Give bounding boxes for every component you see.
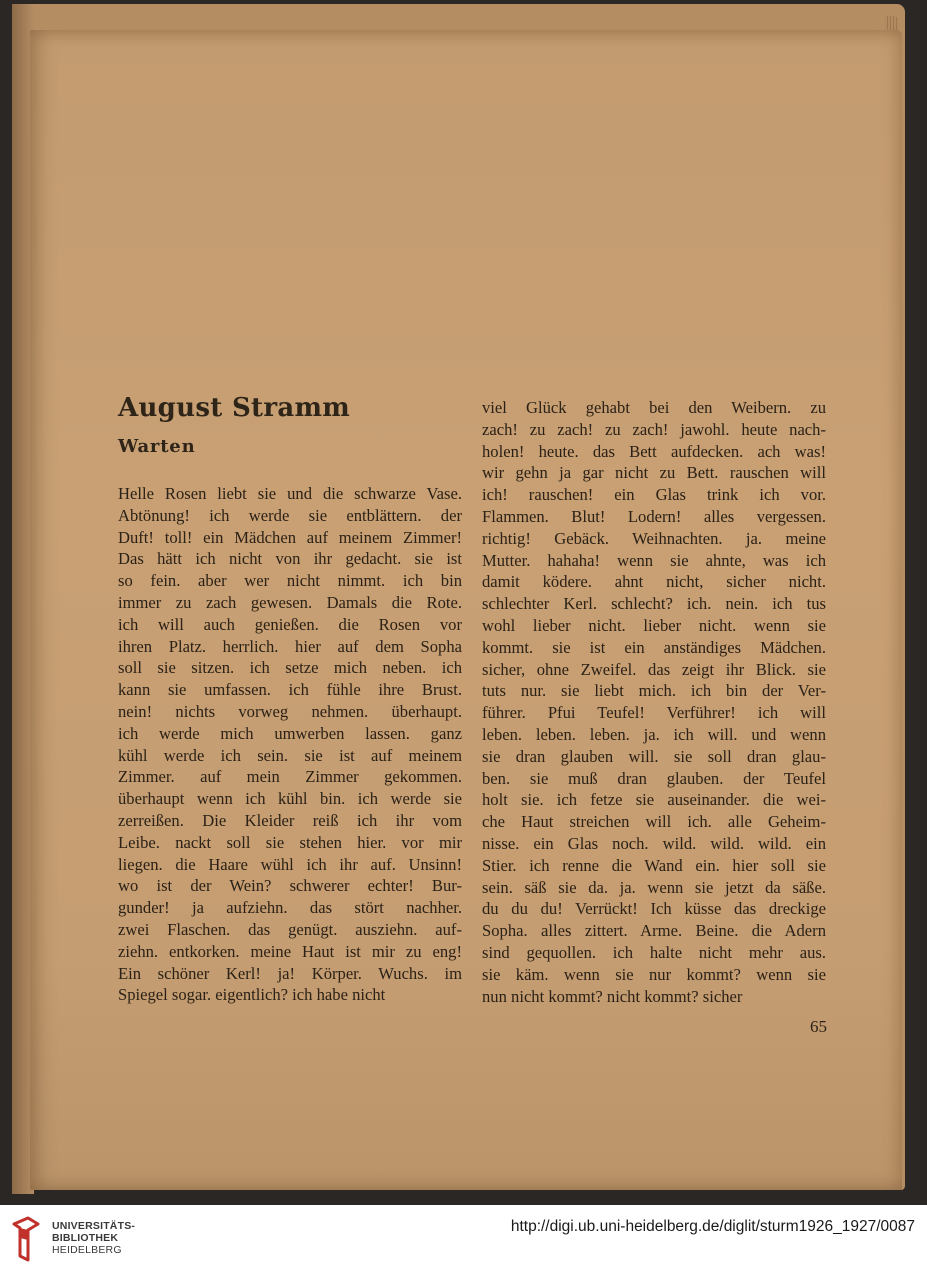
text-line: Zimmer. auf mein Zimmer gekommen. (118, 767, 462, 787)
text-line: che Haut streichen will ich. alle Geheim- (482, 812, 826, 832)
logo-line-3: HEIDELBERG (52, 1244, 122, 1256)
text-line: ziehn. entkorken. meine Haut ist mir zu eng! (118, 941, 462, 961)
text-line: Leibe. nackt soll sie stehen hier. vor mir (118, 832, 462, 852)
text-line: so fein. aber wer nicht nimmt. ich bin (118, 571, 462, 591)
text-line: viel Glück gehabt bei den Weibern. zu (482, 398, 826, 417)
text-line: führer. Pfui Teufel! Verführer! ich will (482, 703, 826, 723)
text-line: Flammen. Blut! Lodern! alles vergessen. (482, 506, 826, 526)
right-text-column (482, 397, 826, 1007)
library-logo-text[interactable] (52, 1220, 135, 1256)
text-line: Abtönung! ich werde sie entblättern. der (118, 505, 462, 525)
page-number: 65 (810, 1017, 827, 1036)
logo-line-2: BIBLIOTHEK (52, 1232, 119, 1244)
text-line: liegen. die Haare wühl ich ihr auf. Unsinn! (118, 854, 462, 874)
text-line: Sopha. alles zittert. Arme. Beine. die Adern (482, 921, 826, 941)
text-line: gunder! ja aufziehn. das stört nachher. (118, 898, 462, 918)
text-line: ich werde mich umwerben lassen. ganz (118, 723, 462, 743)
text-line: immer zu zach gewesen. Damals die Rote. (118, 592, 462, 612)
library-logo-icon[interactable] (10, 1216, 42, 1262)
author-heading: August Stramm (118, 393, 351, 423)
text-line: Helle Rosen liebt sie und die schwarze Vase. (118, 484, 462, 503)
text-line: Spiegel sogar. eigentlich? ich habe nicht (118, 985, 386, 1005)
text-line: schlechter Kerl. schlecht? ich. nein. ich tus (482, 594, 826, 614)
text-line: zwei Flaschen. das genügt. ausziehn. auf- (118, 919, 462, 939)
text-line: nisse. ein Glas noch. wild. wild. wild. ein (482, 833, 826, 853)
text-line: Mutter. hahaha! wenn sie ahnte, was ich (482, 550, 826, 570)
text-line: holt sie. ich fetze sie auseinander. die wei- (482, 790, 826, 810)
text-line: zach! zu zach! zu zach! jawohl. heute nach- (482, 419, 826, 439)
text-line: richtig! Gebäck. Weihnachten. ja. meine (482, 528, 826, 548)
text-line: ben. sie muß dran glauben. der Teufel (482, 768, 826, 788)
text-line: wohl lieber nicht. lieber nicht. wenn sie (482, 615, 826, 635)
text-line: Das hätt ich nicht von ihr gedacht. sie ist (118, 549, 462, 569)
text-line: soll sie sitzen. ich setze mich neben. ich (118, 658, 462, 678)
poem-title: Warten (118, 436, 196, 457)
text-line: wo ist der Wein? schwerer echter! Bur- (118, 876, 462, 896)
text-line: ich will auch genießen. die Rosen vor (118, 614, 462, 634)
text-line: kann sie umfassen. ich fühle ihre Brust. (118, 680, 462, 700)
text-line: zerreißen. Die Kleider reiß ich ihr vom (118, 810, 462, 830)
text-line: ich! rauschen! ein Glas trink ich vor. (482, 485, 826, 505)
text-line: Duft! toll! ein Mädchen auf meinem Zimmer! (118, 527, 462, 547)
text-line: leben. leben. leben. ja. ich will. und wenn (482, 724, 826, 744)
text-line: tuts nur. sie liebt mich. ich bin der Ver- (482, 681, 826, 701)
source-url-link[interactable]: http://digi.ub.uni-heidelberg.de/diglit/sturm1926_1927/0087 (510, 1218, 915, 1235)
text-line: holen! heute. das Bett aufdecken. ach was! (482, 441, 826, 461)
text-line: damit ködere. ahnt nicht, sicher nicht. (482, 572, 826, 592)
text-line: Stier. ich renne die Wand ein. hier soll sie (482, 855, 826, 875)
text-line: sie dran glauben will. sie soll dran glau- (482, 746, 826, 766)
text-line: sicher, ohne Zweifel. das zeigt ihr Blick. sie (482, 659, 826, 679)
logo-mark-fill (20, 1228, 28, 1240)
text-line: kommt. sie ist ein anständiges Mädchen. (482, 637, 826, 657)
text-line: sind gequollen. ich halte nicht mehr aus. (482, 942, 826, 962)
footer-bar (0, 1205, 927, 1273)
text-line: wir gehn ja gar nicht zu Bett. rauschen will (482, 463, 826, 483)
text-line: sie käm. wenn sie nur kommt? wenn sie (482, 964, 826, 984)
text-line: nun nicht kommt? nicht kommt? sicher (482, 986, 743, 1006)
text-line: ihren Platz. herrlich. hier auf dem Sopha (118, 636, 462, 656)
text-line: du du du! Verrückt! Ich küsse das dreckige (482, 899, 826, 919)
logo-line-1: UNIVERSITÄTS- (52, 1220, 136, 1232)
text-line: überhaupt wenn ich kühl bin. ich werde sie (118, 789, 462, 809)
text-line: nein! nichts vorweg nehmen. überhaupt. (118, 701, 462, 721)
text-line: Ein schöner Kerl! ja! Körper. Wuchs. im (118, 963, 462, 983)
text-line: kühl werde ich sein. sie ist auf meinem (118, 745, 462, 765)
left-text-column (118, 483, 462, 1006)
text-line: sein. säß sie da. ja. wenn sie jetzt da säße. (482, 877, 826, 897)
